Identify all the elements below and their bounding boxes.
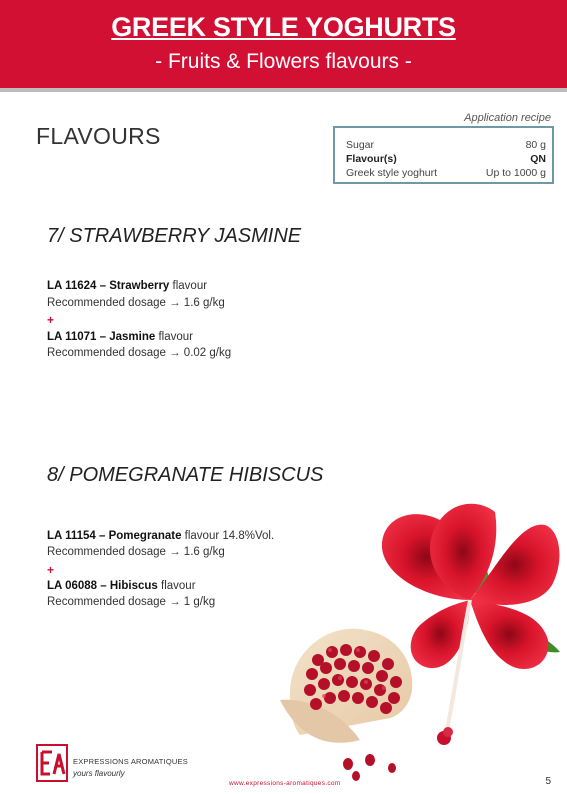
flavour-item: LA 11624 – Strawberry flavour (47, 280, 208, 292)
flavour-suffix: flavour (169, 280, 208, 292)
plus-sign: + (47, 563, 55, 577)
flavour-code: LA 11071 (47, 331, 97, 343)
flavour-name: Jasmine (109, 331, 156, 343)
recipe-amount: 80 g (525, 139, 546, 151)
recipe-ingredient: Greek style yoghurt (346, 167, 438, 179)
logo-text: EXPRESSIONS AROMATIQUES (73, 757, 188, 766)
page-number: 5 (545, 776, 551, 787)
flavour-item: LA 06088 – Hibiscus flavour (47, 580, 196, 592)
flavour-dosage: Recommended dosage → 1.6 g/kg (47, 297, 225, 309)
flavour-dosage: Recommended dosage → 0.02 g/kg (47, 347, 232, 359)
flavour-title: 7/ STRAWBERRY JASMINE (47, 225, 302, 247)
flavour-suffix: flavour (155, 331, 193, 343)
logo-emblem (36, 744, 68, 782)
recipe-ingredient: Flavour(s) (346, 153, 397, 165)
logo-tagline: yours flavourly (73, 769, 125, 778)
flavour-name: Strawberry (109, 280, 170, 292)
recipe-amount: QN (530, 153, 546, 165)
flavour-item: LA 11071 – Jasmine flavour (47, 331, 193, 343)
flavour-item: LA 11154 – Pomegranate flavour 14.8%Vol. (47, 530, 275, 542)
flavour-code: LA 11624 (47, 280, 97, 292)
flavour-name: Pomegranate (108, 530, 182, 542)
flavour-code: LA 11154 (47, 530, 96, 542)
section-label: FLAVOURS (36, 123, 161, 149)
flavour-dosage: Recommended dosage → 1.6 g/kg (47, 546, 225, 558)
flavour-suffix: flavour 14.8%Vol. (181, 530, 275, 542)
flavour-name: Hibiscus (109, 580, 158, 592)
footer-url[interactable]: www.expressions-aromatiques.com (229, 780, 341, 787)
recipe-caption: Application recipe (464, 112, 551, 124)
flavour-dosage: Recommended dosage → 1 g/kg (47, 596, 216, 608)
page-title: GREEK STYLE YOGHURTS (111, 12, 456, 42)
flavour-suffix: flavour (157, 580, 196, 592)
flavour-title: 8/ POMEGRANATE HIBISCUS (47, 464, 324, 486)
logo-mark-icon (38, 746, 66, 780)
flavour-code: LA 06088 (47, 580, 98, 592)
page-subtitle: - Fruits & Flowers flavours - (155, 50, 412, 73)
recipe-ingredient: Sugar (346, 139, 375, 151)
recipe-amount: Up to 1000 g (485, 167, 546, 179)
plus-sign: + (47, 313, 55, 327)
